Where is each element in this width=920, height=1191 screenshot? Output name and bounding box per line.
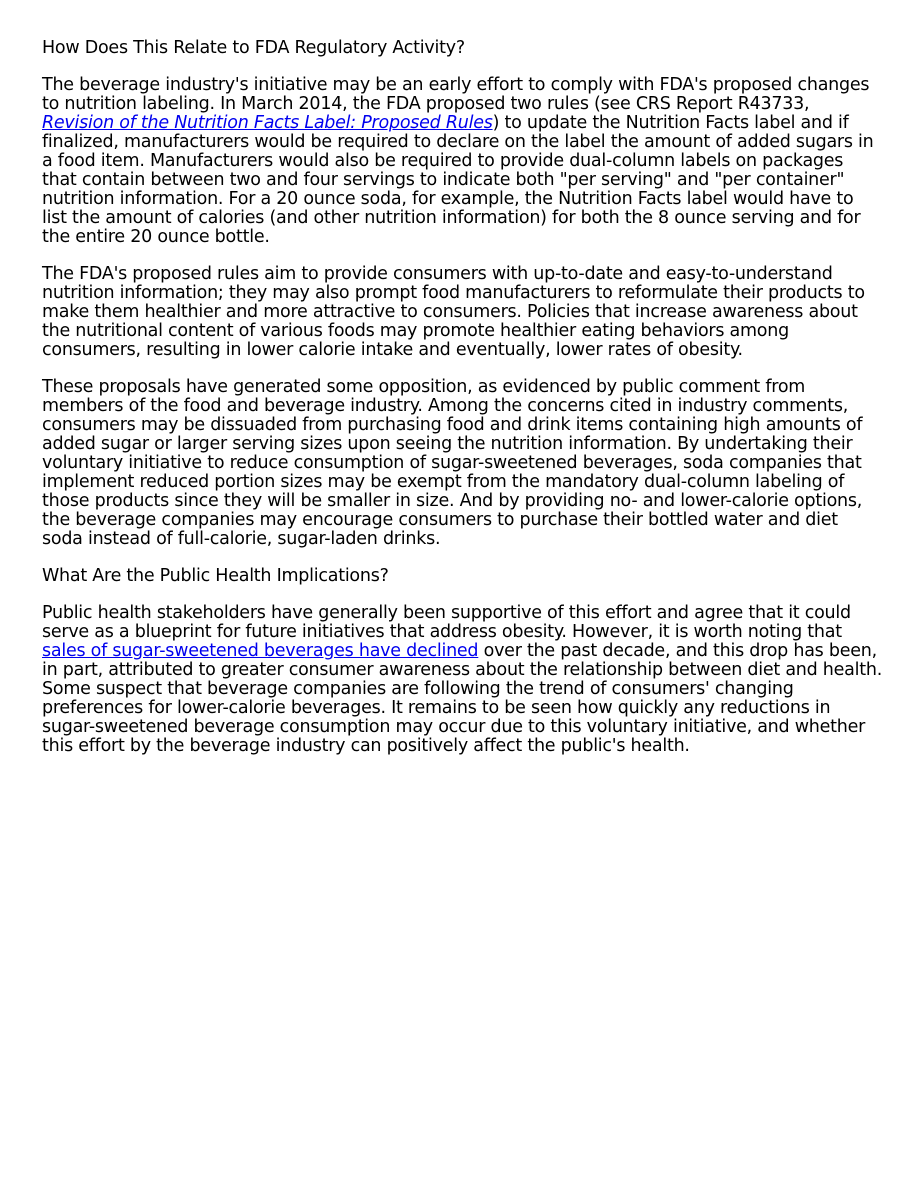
link-crs-report-revision[interactable]: Revision of the Nutrition Facts Label: Proposed Rules <box>42 113 493 133</box>
paragraph-text: The beverage industry's initiative may be an early effort to comply with FDA's proposed changes to nutrition labeling. In March 2014, the FDA proposed two rules (see CRS Report R43733, <box>42 75 870 114</box>
paragraph-opposition: These proposals have generated some opposition, as evidenced by public comment from members of the food and beverage industry. Among the concerns cited in industry comments, consumers may be dissuaded from purchasing food and drink items containing high amounts of added sugar or larger serving sizes upon seeing the nutrition information. By undertaking their voluntary initiative to reduce consumption of sugar-sweetened beverages, soda companies that implement reduced portion sizes may be exempt from the mandatory dual-column labeling of those products since they will be smaller in size. And by providing no- and lower-calorie options, the beverage companies may encourage consumers to purchase their bottled water and diet soda instead of full-calorie, sugar-laden drinks. <box>42 377 863 549</box>
paragraph-fda-proposed-rules <box>42 76 882 247</box>
paragraph-text: over the past decade, and this drop has been, in part, attributed to greater consumer awareness about the relationship between diet and health. Some suspect that beverage companies are following the trend of consumers' changing preferences for lower-calorie beverages. It remains to be seen how quickly any reductions in sugar-sweetened beverage consumption may occur due to this voluntary initiative, and whether this effort by the beverage industry can positively affect the public's health. <box>42 641 883 756</box>
section-heading-public-health: What Are the Public Health Implications? <box>42 566 389 586</box>
section-heading-fda-regulatory: How Does This Relate to FDA Regulatory Activity? <box>42 38 465 58</box>
paragraph-fda-rules-aim: The FDA's proposed rules aim to provide consumers with up-to-date and easy-to-understand nutrition information; they may also prompt food manufacturers to reformulate their products to make them healthier and more attractive to consumers. Policies that increase awareness about the nutritional content of various foods may promote healthier eating behaviors among consumers, resulting in lower calorie intake and eventually, lower rates of obesity. <box>42 264 865 360</box>
document-body <box>42 39 882 774</box>
paragraph-text: Public health stakeholders have generally been supportive of this effort and agree that it could serve as a blueprint for future initiatives that address obesity. However, it is worth noting that <box>42 603 851 642</box>
paragraph-public-health <box>42 604 882 756</box>
paragraph-text: ) to update the Nutrition Facts label and if finalized, manufacturers would be required to declare on the label the amount of added sugars in a food item. Manufacturers would also be required to provide dual-column labels on packages that contain between two and four servings to indicate both "per serving" and "per container" nutrition information. For a 20 ounce soda, for example, the Nutrition Facts label would have to list the amount of calories (and other nutrition information) for both the 8 ounce serving and for the entire 20 ounce bottle. <box>42 113 874 247</box>
link-sales-declined[interactable]: sales of sugar-sweetened beverages have declined <box>42 641 479 661</box>
